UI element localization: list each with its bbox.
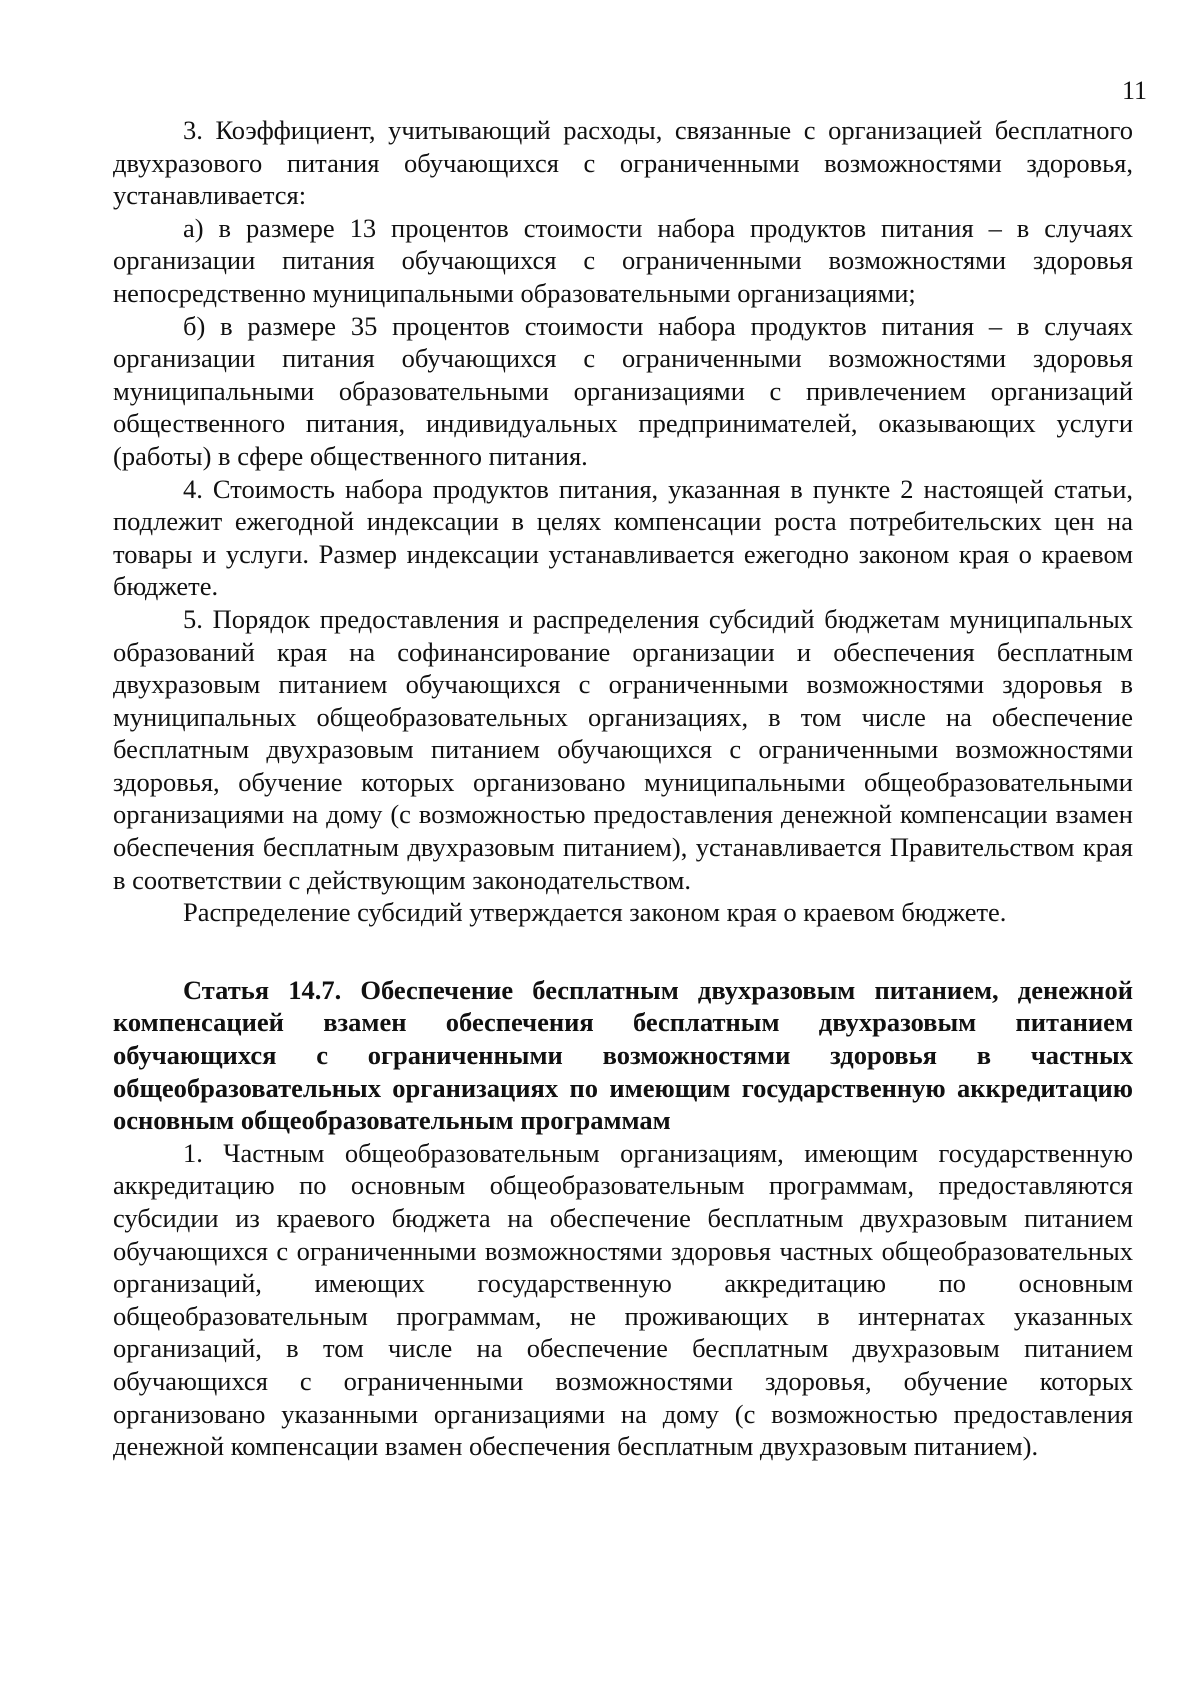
paragraph-5: 5. Порядок предоставления и распределения субсидий бюджетам муниципальных образований края на софинансирование организации и обеспечения бесплатным двухразовым питанием обучающихся с ограниченными возможностями здоровья в муниципальных общеобразовательных организациях, в том числе на обеспечение бесплатным двухразовым питанием обучающихся с ограниченными возможностями здоровья, обучение которых организовано муниципальными общеобразовательными организациями на дому (с возможностью предоставления денежной компенсации взамен обеспечения бесплатным двухразовым питанием), устанавливается Правительством края в соответствии с действующим законодательством. xyxy=(113,603,1133,895)
paragraph-4: 4. Стоимость набора продуктов питания, указанная в пункте 2 настоящей статьи, подлежит ежегодной индексации в целях компенсации роста потребительских цен на товары и услуги. Размер индексации устанавливается ежегодно законом края о краевом бюджете. xyxy=(113,473,1133,602)
article-heading: Статья 14.7. Обеспечение бесплатным двухразовым питанием, денежной компенсацией взамен обеспечения бесплатным двухразовым питанием обучающихся с ограниченными возможностями здоровья в частных общеобразовательных организациях по имеющим государственную аккредитацию основным общеобразовательным программам xyxy=(113,974,1133,1136)
page-number: 11 xyxy=(1122,76,1148,105)
article-paragraph-1: 1. Частным общеобразовательным организациям, имеющим государственную аккредитацию по основным общеобразовательным программам, предоставляются субсидии из краевого бюджета на обеспечение бесплатным двухразовым питанием обучающихся с ограниченными возможностями здоровья частных общеобразовательных организаций, имеющих государственную аккредитацию по основным общеобразовательным программам, не проживающих в интернатах указанных организаций, в том числе на обеспечение бесплатным двухразовым питанием обучающихся с ограниченными возможностями здоровья, обучение которых организовано указанными организациями на дому (с возможностью предоставления денежной компенсации взамен обеспечения бесплатным двухразовым питанием). xyxy=(113,1137,1133,1462)
document-body xyxy=(113,114,1133,1463)
paragraph-3b: б) в размере 35 процентов стоимости набора продуктов питания – в случаях организации питания обучающихся с ограниченными возможностями здоровья муниципальными образовательными организациями с привлечением организаций общественного питания, индивидуальных предпринимателей, оказывающих услуги (работы) в сфере общественного питания. xyxy=(113,310,1133,471)
paragraph-3a: а) в размере 13 процентов стоимости набора продуктов питания – в случаях организации питания обучающихся с ограниченными возможностями здоровья непосредственно муниципальными образовательными организациями; xyxy=(113,212,1133,308)
paragraph-distribution: Распределение субсидий утверждается законом края о краевом бюджете. xyxy=(183,897,1007,928)
paragraph-3: 3. Коэффициент, учитывающий расходы, связанные с организацией бесплатного двухразового питания обучающихся с ограниченными возможностями здоровья, устанавливается: xyxy=(113,115,1133,211)
section-spacer xyxy=(113,929,1133,974)
